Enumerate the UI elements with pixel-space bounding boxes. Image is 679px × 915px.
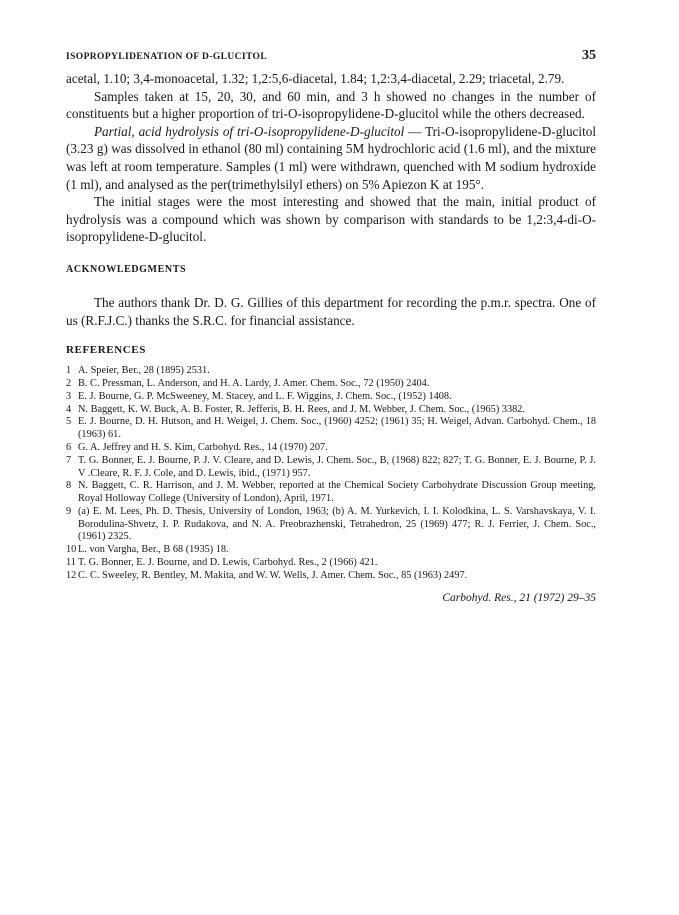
reference-item — [66, 442, 596, 455]
body-paragraph-2: Samples taken at 15, 20, 30, and 60 min, and 3 h showed no changes in the number of constituents but a higher proportion of tri-O-isopropylidene-D-glucitol while the others decreased. — [66, 88, 596, 122]
reference-number: 6 — [66, 441, 72, 453]
reference-number: 9 — [66, 505, 72, 517]
reference-number: 12 — [66, 569, 77, 581]
reference-text: L. von Vargha, Ber., B 68 (1935) 18. — [78, 544, 229, 556]
reference-text: C. C. Sweeley, R. Bentley, M. Makita, and W. W. Wells, J. Amer. Chem. Soc., 85 (1963) 2497. — [78, 569, 468, 581]
reference-item — [66, 455, 596, 481]
page-number: 35 — [582, 48, 596, 63]
acknowledgments-text: The authors thank Dr. D. G. Gillies of this department for recording the p.m.r. spectra. One of us (R.F.J.C.) thanks the S.R.C. for financial assistance. — [66, 294, 596, 328]
reference-text: E. J. Bourne, D. H. Hutson, and H. Weigel, J. Chem. Soc., (1960) 4252; (1961) 35; H. Weigel, Advan. Carbohyd. Chem., 18 (1963) 61. — [78, 416, 596, 441]
reference-item — [66, 416, 596, 442]
reference-text: A. Speier, Ber., 28 (1895) 2531. — [78, 365, 210, 377]
reference-number: 5 — [66, 416, 72, 428]
reference-number: 8 — [66, 480, 72, 492]
body-paragraph-3 — [66, 123, 596, 193]
reference-text: T. G. Bonner, E. J. Bourne, and D. Lewis, Carbohyd. Res., 2 (1966) 421. — [78, 557, 378, 569]
body-paragraph-4: The initial stages were the most interesting and showed that the main, initial product of hydrolysis was a compound which was shown by comparison with standards to be 1,2:3,4-di-O-isopropylidene-D-glucitol. — [66, 194, 596, 245]
body-paragraph-1: acetal, 1.10; 3,4-monoacetal, 1.32; 1,2:5,6-diacetal, 1.84; 1,2:3,4-diacetal, 2.29; triacetal, 2.79. — [66, 71, 565, 86]
journal-citation-footer: Carbohyd. Res., 21 (1972) 29–35 — [442, 591, 596, 604]
references-heading: REFERENCES — [66, 344, 146, 357]
reference-text: T. G. Bonner, E. J. Bourne, P. J. V. Cleare, and D. Lewis, J. Chem. Soc., B, (1968) 822; 827; T. G. Bonner, E. J. Bourne, P. J. V .Cleare, R. F. J. Cole, and D. Lewis, ibid., (1971) 957. — [78, 454, 596, 479]
reference-number: 7 — [66, 454, 72, 466]
reference-text: N. Baggett, C. R. Harrison, and J. M. Webber, reported at the Chemical Society Carbohydrate Discussion Group meeting, Royal Holloway College (University of London), April, 1971. — [78, 480, 596, 505]
reference-text: B. C. Pressman, L. Anderson, and H. A. Lardy, J. Amer. Chem. Soc., 72 (1950) 2404. — [78, 377, 430, 389]
reference-item — [66, 378, 596, 391]
references-list — [66, 365, 596, 583]
reference-text: N. Baggett, K. W. Buck, A. B. Foster, R. Jefferis, B. H. Rees, and J. M. Webber, J. Chem. Soc., (1965) 3382. — [78, 403, 525, 415]
reference-number: 4 — [66, 403, 72, 415]
acknowledgments-heading: ACKNOWLEDGMENTS — [66, 263, 187, 275]
reference-item — [66, 365, 596, 378]
reference-number: 1 — [66, 365, 72, 377]
reference-text: G. A. Jeffrey and H. S. Kim, Carbohyd. Res., 14 (1970) 207. — [78, 441, 328, 453]
reference-text: E. J. Bourne, G. P. McSweeney, M. Stacey, and L. F. Wiggins, J. Chem. Soc., (1952) 1408. — [78, 390, 452, 402]
paragraph-3-text: — Tri-O-isopropylidene-D-glucitol (3.23 g) was dissolved in ethanol (80 ml) containing 5M hydrochloric acid (1.6 ml), and the mixture was left at room temperature. Samples (1 ml) were withdrawn, quenched with M sodium hydroxide (1 ml), and analysed as the per(trimethylsilyl ethers) on 5% Apiezon K at 195°. — [66, 123, 596, 192]
reference-item — [66, 506, 596, 544]
reference-number: 3 — [66, 390, 72, 402]
reference-number: 10 — [66, 544, 77, 556]
reference-item — [66, 544, 596, 557]
reference-text: (a) E. M. Lees, Ph. D. Thesis, University of London, 1963; (b) A. M. Yurkevich, I. I. Kolodkina, L. S. Varshavskaya, V. I. Borodulina-Shvetz, I. P. Rudakova, and N. A. Preobrazhenski, Tetrahedron, 25 (1969) 477; R. J. Ferrier, J. Chem. Soc., (1961) 2325. — [78, 505, 596, 543]
reference-number: 2 — [66, 377, 72, 389]
reference-number: 11 — [66, 557, 76, 569]
running-title: ISOPROPYLIDENATION OF D-GLUCITOL — [66, 52, 268, 62]
paragraph-lead-heading: Partial, acid hydrolysis of tri-O-isopropylidene-D-glucitol — [94, 123, 405, 139]
reference-item — [66, 480, 596, 506]
reference-item — [66, 391, 596, 404]
page — [66, 48, 596, 604]
reference-item — [66, 570, 596, 583]
reference-item — [66, 404, 596, 417]
running-header — [66, 48, 596, 70]
reference-item — [66, 557, 596, 570]
